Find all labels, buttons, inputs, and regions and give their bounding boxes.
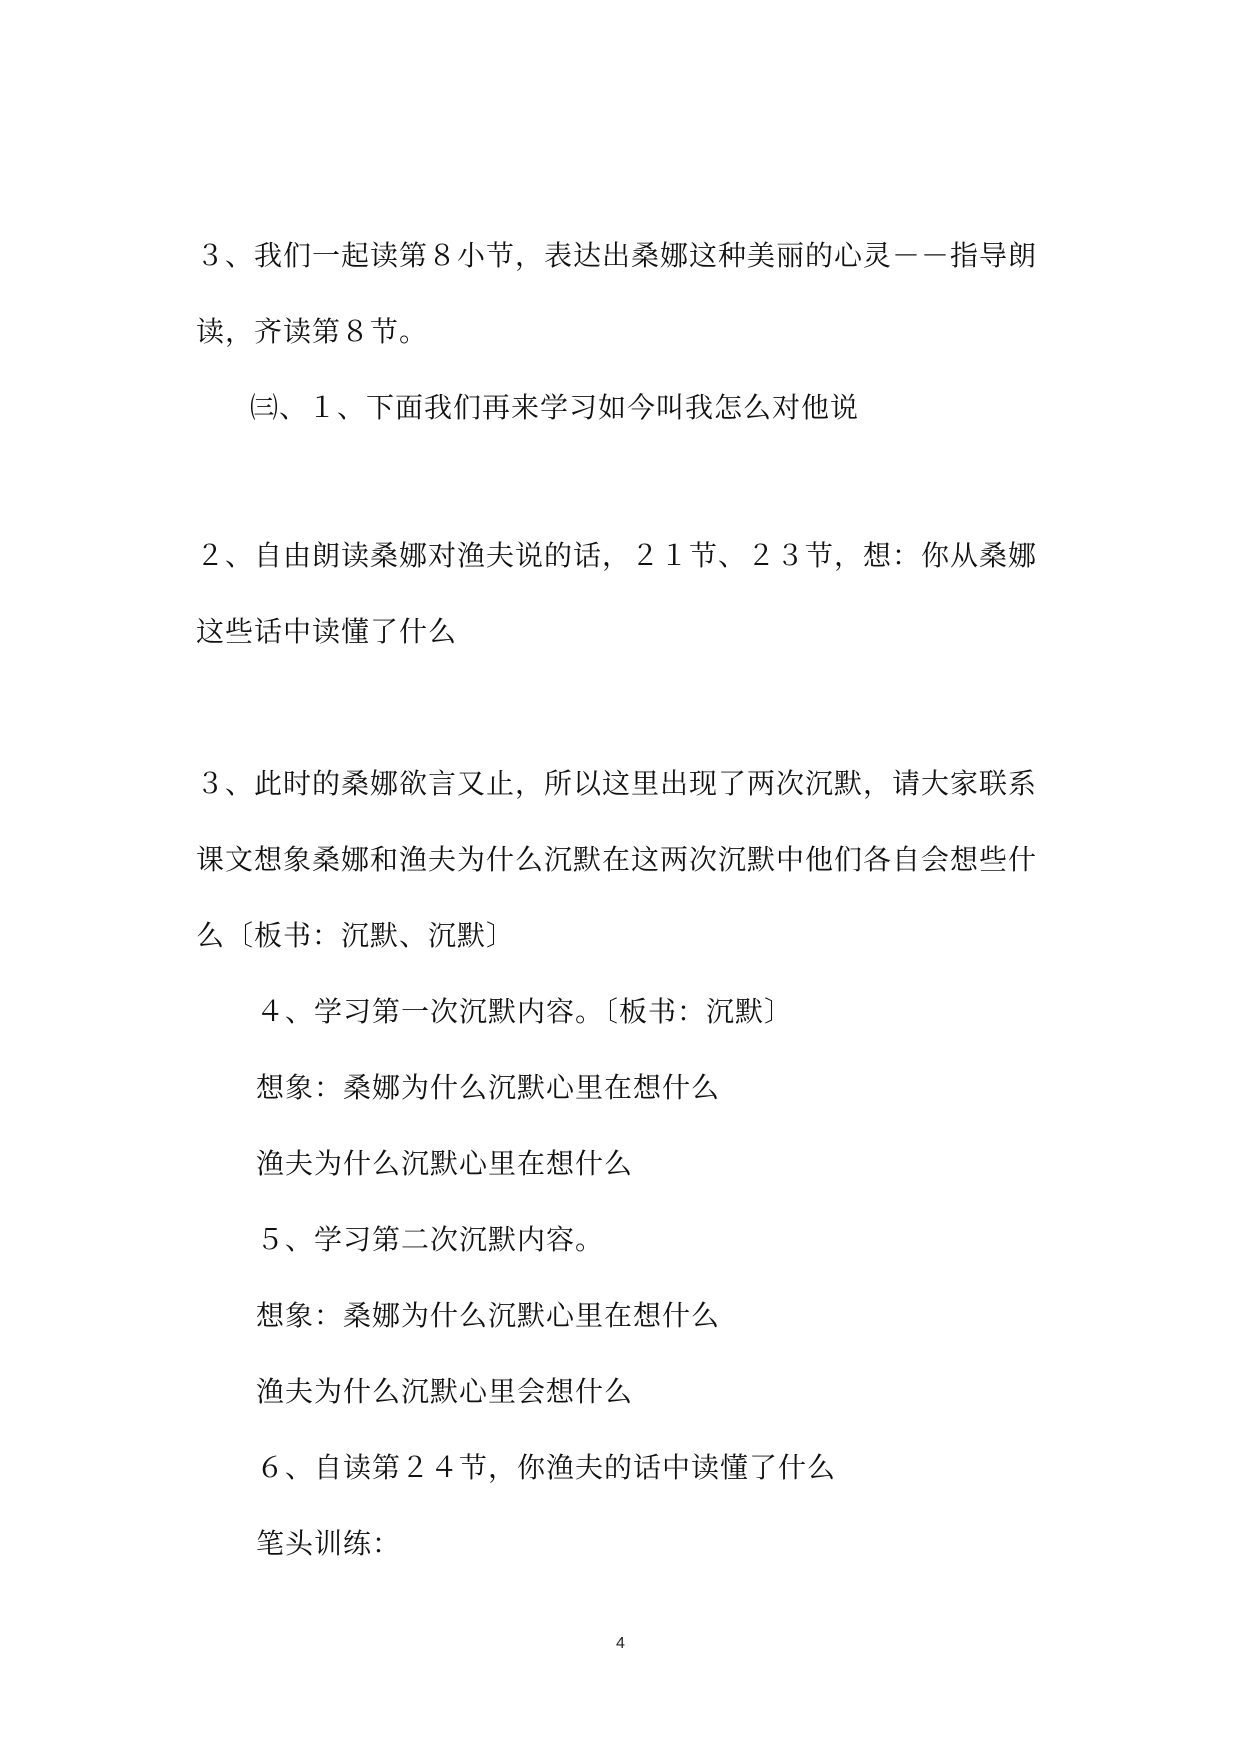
paragraph-line: 读，齐读第８节。 <box>196 315 429 348</box>
paragraph-line: ４、学习第一次沉默内容。〔板书：沉默〕 <box>256 995 794 1028</box>
paragraph-line: ３、此时的桑娜欲言又止，所以这里出现了两次沉默，请大家联系 <box>196 767 1038 800</box>
paragraph-line: ６、自读第２４节，你渔夫的话中读懂了什么 <box>256 1451 837 1484</box>
paragraph-line: ㈢、１、下面我们再来学习如今叫我怎么对他说 <box>250 391 860 424</box>
paragraph-line: 想象：桑娜为什么沉默心里在想什么 <box>256 1071 721 1104</box>
paragraph-line: ２、自由朗读桑娜对渔夫说的话，２１节、２３节，想：你从桑娜 <box>196 539 1038 572</box>
paragraph-line: 么〔板书：沉默、沉默〕 <box>196 919 516 952</box>
paragraph-line: 渔夫为什么沉默心里在想什么 <box>256 1147 634 1180</box>
paragraph-line: 想象：桑娜为什么沉默心里在想什么 <box>256 1299 721 1332</box>
paragraph-line: 这些话中读懂了什么 <box>196 615 458 648</box>
paragraph-line: 课文想象桑娜和渔夫为什么沉默在这两次沉默中他们各自会想些什 <box>196 843 1038 876</box>
paragraph-line: ３、我们一起读第８小节，表达出桑娜这种美丽的心灵－－指导朗 <box>196 239 1038 272</box>
paragraph-line: 渔夫为什么沉默心里会想什么 <box>256 1375 634 1408</box>
page-number: 4 <box>616 1635 625 1652</box>
paragraph-line: 笔头训练： <box>256 1527 402 1560</box>
paragraph-line: ５、学习第二次沉默内容。 <box>256 1223 605 1256</box>
